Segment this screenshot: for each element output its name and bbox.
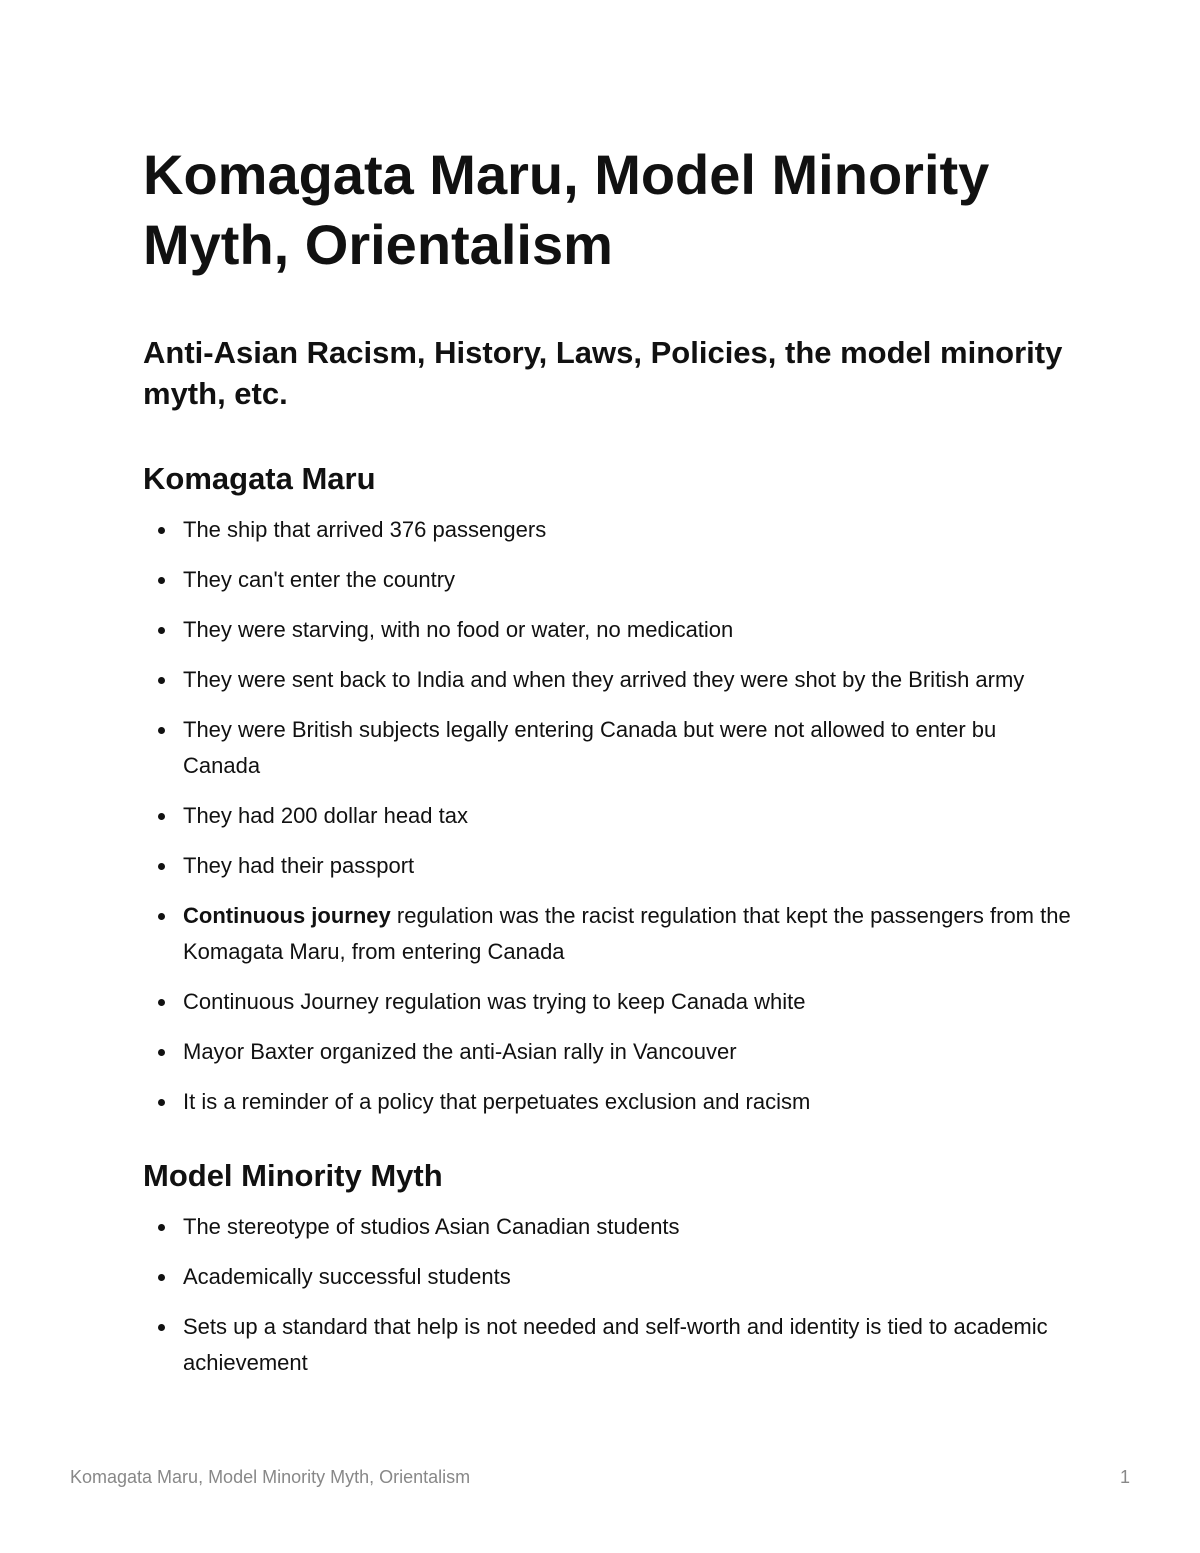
bullet-icon	[158, 999, 165, 1006]
list-item	[143, 612, 1073, 648]
list-item	[143, 984, 1073, 1020]
list-item	[143, 1259, 1073, 1295]
bullet-icon	[158, 677, 165, 684]
list-item	[143, 898, 1073, 970]
footer-page-number: 1	[1119, 1467, 1130, 1487]
list-item	[143, 798, 1073, 834]
bullet-icon	[158, 1099, 165, 1106]
bullet-icon	[158, 863, 165, 870]
list-item	[143, 512, 1073, 548]
list-item	[143, 662, 1073, 698]
bullet-icon	[158, 813, 165, 820]
list-item	[143, 1309, 1073, 1381]
bullet-icon	[158, 1049, 165, 1056]
list-item-text: They had their passport	[183, 853, 415, 878]
list-item	[143, 1084, 1073, 1120]
list-item-text: regulation was the racist regulation that kept the passengers from the Komagata Maru, from entering Canada	[183, 903, 1071, 964]
bullet-list-komagata-maru	[143, 512, 1073, 1120]
list-item-text: The ship that arrived 376 passengers	[183, 517, 547, 542]
footer-document-title: Komagata Maru, Model Minority Myth, Orientalism	[70, 1467, 471, 1487]
list-item	[143, 1209, 1073, 1245]
list-item-text: It is a reminder of a policy that perpetuates exclusion and racism	[183, 1089, 811, 1114]
list-item-text: Academically successful students	[183, 1264, 511, 1289]
bullet-icon	[158, 1324, 165, 1331]
list-item	[143, 848, 1073, 884]
list-item-text: Mayor Baxter organized the anti-Asian rally in Vancouver	[183, 1039, 737, 1064]
bullet-icon	[158, 1274, 165, 1281]
section-heading-model-minority-myth: Model Minority Myth	[143, 1158, 443, 1193]
bullet-icon	[158, 627, 165, 634]
bullet-list-model-minority-myth	[143, 1209, 1073, 1381]
list-item-text: Continuous Journey regulation was trying to keep Canada white	[183, 989, 806, 1014]
list-item-text: They had 200 dollar head tax	[183, 803, 468, 828]
document-subtitle: Anti-Asian Racism, History, Laws, Policies, the model minority myth, etc.	[143, 335, 1063, 411]
list-item-text: Sets up a standard that help is not needed and self-worth and identity is tied to academic achievement	[183, 1314, 1048, 1375]
list-item-text: They were sent back to India and when they arrived they were shot by the British army	[183, 667, 1025, 692]
bullet-icon	[158, 913, 165, 920]
list-item-text: The stereotype of studios Asian Canadian students	[183, 1214, 680, 1239]
bullet-icon	[158, 727, 165, 734]
list-item-text: They were British subjects legally entering Canada but were not allowed to enter bu Canada	[183, 717, 997, 778]
bullet-icon	[158, 1224, 165, 1231]
list-item-bold-text: Continuous journey	[183, 903, 391, 928]
list-item-text: They were starving, with no food or water, no medication	[183, 617, 734, 642]
section-heading-komagata-maru: Komagata Maru	[143, 461, 376, 496]
bullet-icon	[158, 577, 165, 584]
document-title: Komagata Maru, Model Minority Myth, Orientalism	[143, 143, 990, 276]
list-item	[143, 562, 1073, 598]
list-item	[143, 1034, 1073, 1070]
bullet-icon	[158, 527, 165, 534]
list-item	[143, 712, 1073, 784]
list-item-text: They can't enter the country	[183, 567, 456, 592]
document-page	[143, 140, 1073, 1381]
